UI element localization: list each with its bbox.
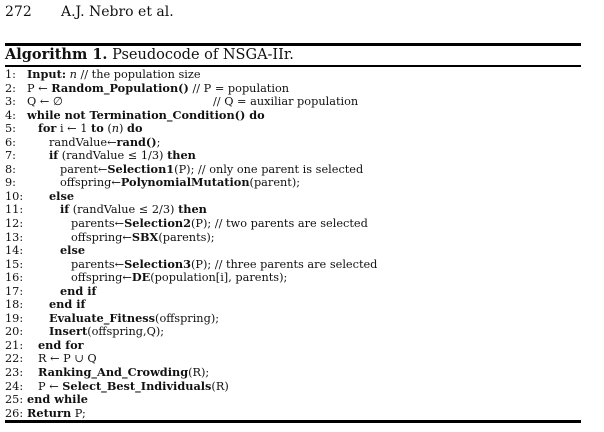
line-code: parents←Selection3(P); // three parents are selected [71,256,378,271]
line-code: if (randValue ≤ 1/3) then [49,148,196,163]
line-number: 4: [5,108,16,122]
line-code: P ← Random_Population() // P = population [27,80,290,95]
line-code: for i ← 1 to (n) do [38,121,143,136]
algorithm-line [5,217,581,231]
line-number: 14: [5,244,24,258]
algorithm-label: Algorithm 1. [5,46,108,63]
line-number: 19: [5,311,24,325]
algorithm-line [5,122,581,136]
line-number: 9: [5,176,16,190]
algorithm-line [5,68,581,82]
line-code: parent←Selection1(P); // only one parent is selected [60,161,364,176]
line-number: 11: [5,203,24,217]
line-code: else [49,188,75,203]
algorithm-line [5,244,581,258]
line-code: Ranking_And_Crowding(R); [38,365,210,380]
line-number: 20: [5,325,24,339]
line-number: 26: [5,406,24,420]
algorithm-line [5,285,581,299]
line-code: end while [27,392,88,407]
line-number: 15: [5,257,24,271]
line-number: 21: [5,338,24,352]
line-code: Return P; [27,405,86,420]
algorithm-line [5,325,581,339]
line-code: else [60,243,86,258]
line-number: 23: [5,366,24,380]
line-code: Q ← ∅ [27,95,63,109]
line-number: 5: [5,122,16,136]
algorithm-line [5,163,581,177]
line-number: 7: [5,149,16,163]
bottom-rule [5,420,581,423]
algorithm-line [5,258,581,272]
line-code: end if [49,297,86,312]
algorithm-caption [5,46,294,63]
algorithm-line [5,136,581,150]
line-number: 3: [5,95,16,109]
line-number: 1: [5,68,16,81]
algorithm-line [5,271,581,285]
line-number: 16: [5,271,24,285]
line-number: 8: [5,162,16,176]
algorithm-line [5,109,581,123]
line-number: 2: [5,81,16,95]
algorithm-line [5,393,581,407]
algorithm-line [5,380,581,394]
line-number: 13: [5,230,24,244]
line-number: 10: [5,189,24,203]
line-code: randValue←rand(); [49,134,161,149]
line-code: P ← Select_Best_Individuals(R) [38,378,229,393]
line-code: R ← P ∪ Q [38,352,97,366]
line-number: 22: [5,352,24,366]
algorithm-line [5,352,581,366]
line-code: Insert(offspring,Q); [49,324,165,339]
algorithm-line [5,82,581,96]
algorithm-line [5,203,581,217]
algorithm-line [5,190,581,204]
algorithm-line [5,312,581,326]
line-code: offspring←PolynomialMutation(parent); [60,175,301,190]
algorithm-line [5,366,581,380]
line-code: parents←Selection2(P); // two parents are selected [71,216,368,231]
line-comment: // Q = auxiliar population [213,95,359,109]
line-number: 24: [5,379,24,393]
algorithm-line [5,95,581,109]
line-number: 6: [5,135,16,149]
line-number: 18: [5,298,24,312]
algorithm-line [5,149,581,163]
caption-rule [5,65,581,67]
line-code: end for [38,337,84,352]
algorithm-body [5,68,581,420]
algorithm-line [5,407,581,421]
line-code: Input: n // the population size [27,67,201,81]
algorithm-line [5,339,581,353]
algorithm-line [5,298,581,312]
line-number: 17: [5,284,24,298]
line-code: Evaluate_Fitness(offspring); [49,310,220,325]
algorithm-line [5,231,581,245]
algorithm-line [5,176,581,190]
line-number: 12: [5,217,24,231]
line-code: offspring←SBX(parents); [71,229,215,244]
line-code: offspring←DE(population[i], parents); [71,270,288,285]
algorithm-title: Pseudocode of NSGA-IIr. [112,47,294,63]
line-code: end if [60,283,97,298]
page-header [5,4,174,20]
line-number: 25: [5,393,24,407]
page-number: 272 [5,4,32,20]
line-code: while not Termination_Condition() do [27,107,265,122]
running-authors: A.J. Nebro et al. [61,4,174,20]
line-code: if (randValue ≤ 2/3) then [60,202,207,217]
